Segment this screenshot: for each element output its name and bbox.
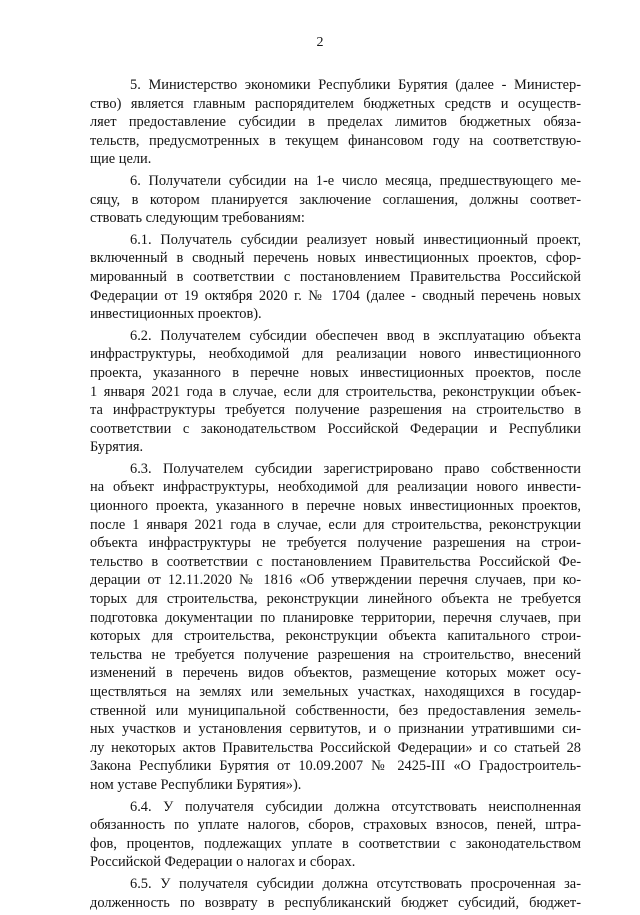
paragraph-p5	[90, 76, 581, 169]
text-line: ство) является главным распорядителем бюджетных средств и осуществ-	[90, 95, 581, 112]
text-line: тельства не требуется получение разрешения на строительство, внесений	[90, 646, 581, 663]
text-line: ществляться на землях или земельных участках, находящихся в государ-	[90, 684, 581, 700]
document-body	[90, 76, 581, 915]
paragraph-p6-4	[90, 798, 581, 872]
text-line: мированный в соответствии с постановлением Правительства Российской	[90, 268, 581, 285]
page-number: 2	[316, 35, 324, 50]
text-line: 6.3. Получателем субсидии зарегистрировано право собственности	[130, 460, 581, 477]
text-line: 6.2. Получателем субсидии обеспечен ввод в эксплуатацию объекта	[130, 327, 581, 344]
text-line: инвестиционных проектов).	[90, 306, 262, 323]
text-line: ствовать следующим требованиям:	[90, 210, 305, 227]
text-line: сяцу, в котором планируется заключение соглашения, должны соответ-	[90, 191, 581, 208]
text-line: проекта, указанного в перечне новых инвестиционных проектов, после	[90, 364, 581, 381]
text-line: Бурятия.	[90, 439, 144, 456]
paragraph-p6	[90, 172, 581, 228]
text-line: ляет предоставление субсидии в пределах лимитов бюджетных обяза-	[90, 114, 581, 131]
text-line: которых для строительства, реконструкции объекта капитального строи-	[90, 628, 581, 645]
text-line: 6.5. У получателя субсидии должна отсутствовать просроченная за-	[130, 875, 581, 892]
paragraph-p6-2	[90, 327, 581, 457]
text-line: обязанность по уплате налогов, сборов, страховых взносов, пеней, штра-	[90, 817, 581, 834]
text-line: 5. Министерство экономики Республики Бурятия (далее - Министер-	[130, 77, 581, 93]
text-line: фов, процентов, подлежащих уплате в соответствии с законодательством	[90, 835, 581, 852]
text-line: 6. Получатели субсидии на 1-е число месяца, предшествующего ме-	[130, 172, 581, 189]
text-line: ственной или муниципальной собственности, без предоставления земель-	[90, 702, 581, 719]
paragraph-p6-3	[90, 460, 581, 795]
text-line: подготовка документации по планировке территории, перечня случаев, при	[90, 609, 581, 626]
text-line: та инфраструктуры требуется получение разрешения на строительство в	[90, 402, 581, 419]
text-line: изменений в перечень видов объектов, размещение которых может осу-	[90, 665, 581, 682]
text-line: Федерации от 19 октября 2020 г. № 1704 (далее - сводный перечень новых	[90, 287, 581, 304]
text-line: инфраструктуры, необходимой для реализации нового инвестиционного	[90, 346, 581, 363]
paragraph-p6-1	[90, 231, 581, 324]
text-line: лу некоторых актов Правительства Российской Федерации» и со статьей 28	[90, 739, 581, 756]
text-line: щие цели.	[90, 151, 152, 168]
text-line: ном уставе Республики Бурятия»).	[90, 776, 302, 793]
text-line: тельств, предусмотренных в текущем финансовом году на соответствую-	[90, 132, 581, 149]
text-line: на объект инфраструктуры, необходимой для реализации нового инвести-	[90, 479, 581, 496]
text-line: объекта инфраструктуры не требуется получение разрешения на строи-	[90, 535, 581, 552]
text-line: соответствии с законодательством Российской Федерации и Республики	[90, 420, 581, 437]
text-line: после 1 января 2021 года в случае, если для строительства, реконструкции	[90, 516, 581, 533]
text-line: ционного проекта, указанного в перечне новых инвестиционных проектов,	[90, 498, 581, 515]
text-line: 6.4. У получателя субсидии должна отсутствовать неисполненная	[130, 798, 581, 815]
text-line: Закона Республики Бурятия от 10.09.2007 № 2425-III «О Градостроитель-	[90, 758, 581, 775]
text-line: ных участков и установления сервитутов, и о признании утратившими си-	[90, 721, 581, 738]
text-line: 6.1. Получатель субсидии реализует новый инвестиционный проект,	[130, 231, 581, 248]
text-line: 1 января 2021 года в случае, если для строительства, реконструкции объек-	[90, 383, 581, 400]
text-line: Российской Федерации о налогах и сборах.	[90, 854, 356, 871]
text-line: включенный в сводный перечень новых инвестиционных проектов, сфор-	[90, 250, 581, 267]
text-line: торых для строительства, реконструкции линейного объекта не требуется	[90, 591, 581, 608]
text-line: долженность по возврату в республиканский бюджет субсидий, бюджет-	[90, 894, 581, 911]
paragraph-p6-5	[90, 875, 581, 912]
text-line: тельство в соответствии с постановлением Правительства Российской Фе-	[90, 553, 581, 570]
text-line: дерации от 12.11.2020 № 1816 «Об утверждении перечня случаев, при ко-	[90, 572, 581, 589]
